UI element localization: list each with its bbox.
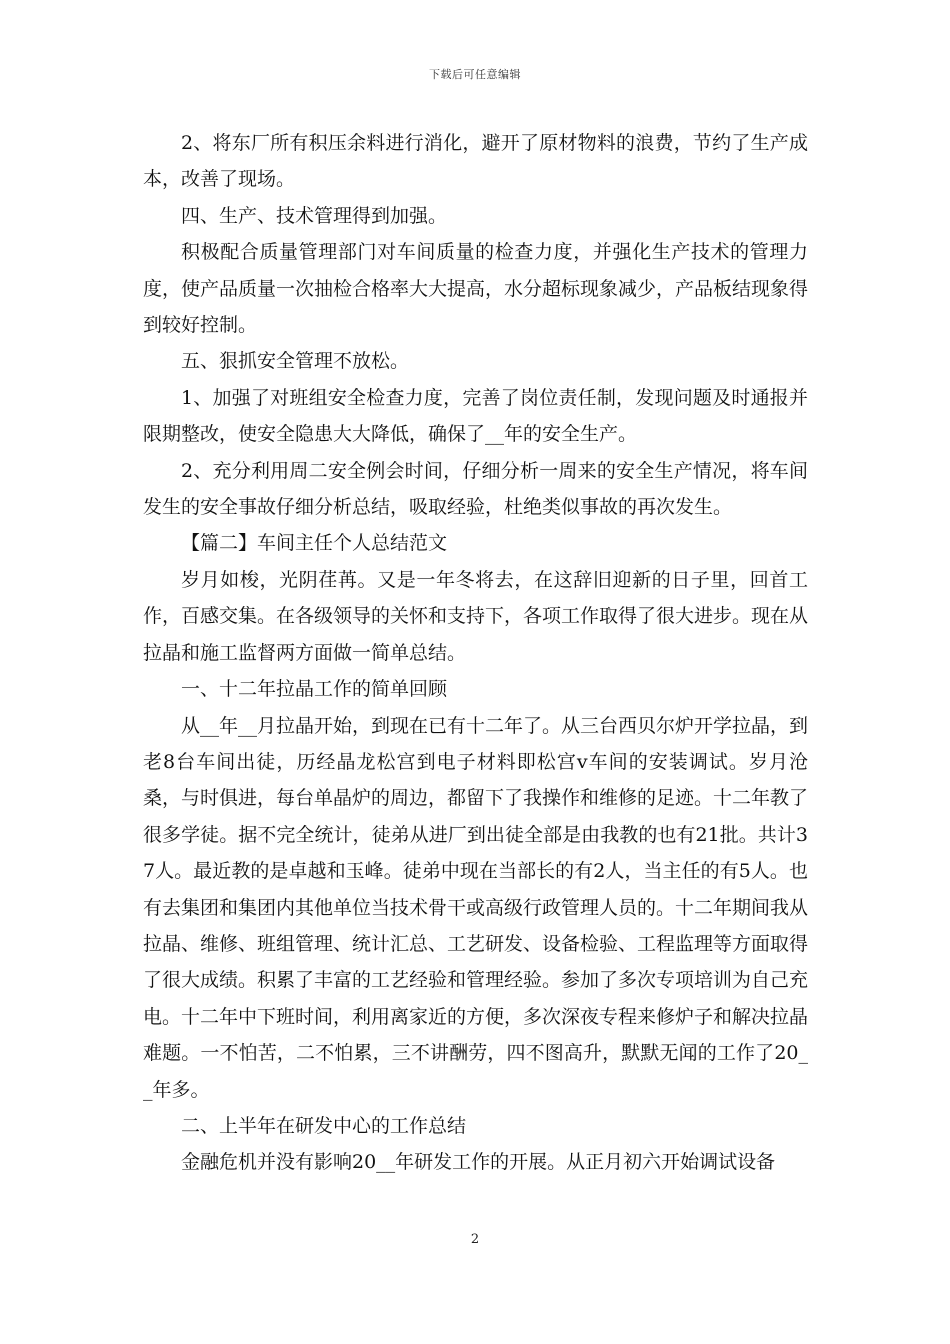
article-title-part-two: 【篇二】车间主任个人总结范文 [181, 532, 448, 555]
paragraph-item-2-digest: 2、将东厂所有积压余料进行消化，避开了原材物料的浪费，节约了生产成本，改善了现场。 [143, 132, 808, 191]
section-heading-production-management: 四、生产、技术管理得到加强。 [181, 204, 448, 227]
page-header: 下载后可任意编辑 [429, 68, 521, 81]
paragraph-crystal-pulling-history: 从__年__月拉晶开始，到现在已有十二年了。从三台西贝尔炉开学拉晶，到老8台车间出徒，历经晶龙松宫到电子材料即松宫v车间的安装调试。岁月沧桑，与时俱进，每台单晶炉的周边，都留下了我操作和维修的足迹。十二年教了很多学徒。据不完全统计，徒弟从进厂到出徒全部是由我教的也有21批。共计37人。最近教的是卓越和玉峰。徒弟中现在当部长的有2人，当主任的有5人。也有去集团和集团内其他单位当技术骨干或高级行政管理人员的。十二年期间我从拉晶、维修、班组管理、统计汇总、工艺研发、设备检验、工程监理等方面取得了很大成绩。积累了丰富的工艺经验和管理经验。参加了多次专项培训为自己充电。十二年中下班时间，利用离家近的方便，多次深夜专程来修炉子和解决拉晶难题。一不怕苦，二不怕累，三不讲酬劳，四不图高升，默默无闻的工作了20__年多。 [143, 714, 809, 1101]
section-heading-rd-center-summary: 二、上半年在研发中心的工作总结 [181, 1114, 467, 1137]
document-body [143, 125, 808, 1181]
paragraph-safety-item-1: 1、加强了对班组安全检查力度，完善了岗位责任制，发现问题及时通报并限期整改，使安全隐患大大降低，确保了__年的安全生产。 [143, 386, 808, 446]
page-number: 2 [470, 1232, 480, 1247]
section-heading-safety-management: 五、狠抓安全管理不放松。 [181, 350, 410, 373]
paragraph-rd-work: 金融危机并没有影响20__年研发工作的开展。从正月初六开始调试设备 [181, 1151, 776, 1174]
section-heading-crystal-pulling-review: 一、十二年拉晶工作的简单回顾 [181, 678, 448, 701]
paragraph-quality-control: 积极配合质量管理部门对车间质量的检查力度，并强化生产技术的管理力度，使产品质量一次抽检合格率大大提高，水分超标现象减少，产品板结现象得到较好控制。 [143, 241, 809, 337]
paragraph-safety-item-2: 2、充分利用周二安全例会时间，仔细分析一周来的安全生产情况，将车间发生的安全事故仔细分析总结，吸取经验，杜绝类似事故的再次发生。 [143, 459, 808, 519]
paragraph-introduction: 岁月如梭，光阴荏苒。又是一年冬将去，在这辞旧迎新的日子里，回首工作，百感交集。在各级领导的关怀和支持下，各项工作取得了很大进步。现在从拉晶和施工监督两方面做一简单总结。 [143, 568, 809, 664]
